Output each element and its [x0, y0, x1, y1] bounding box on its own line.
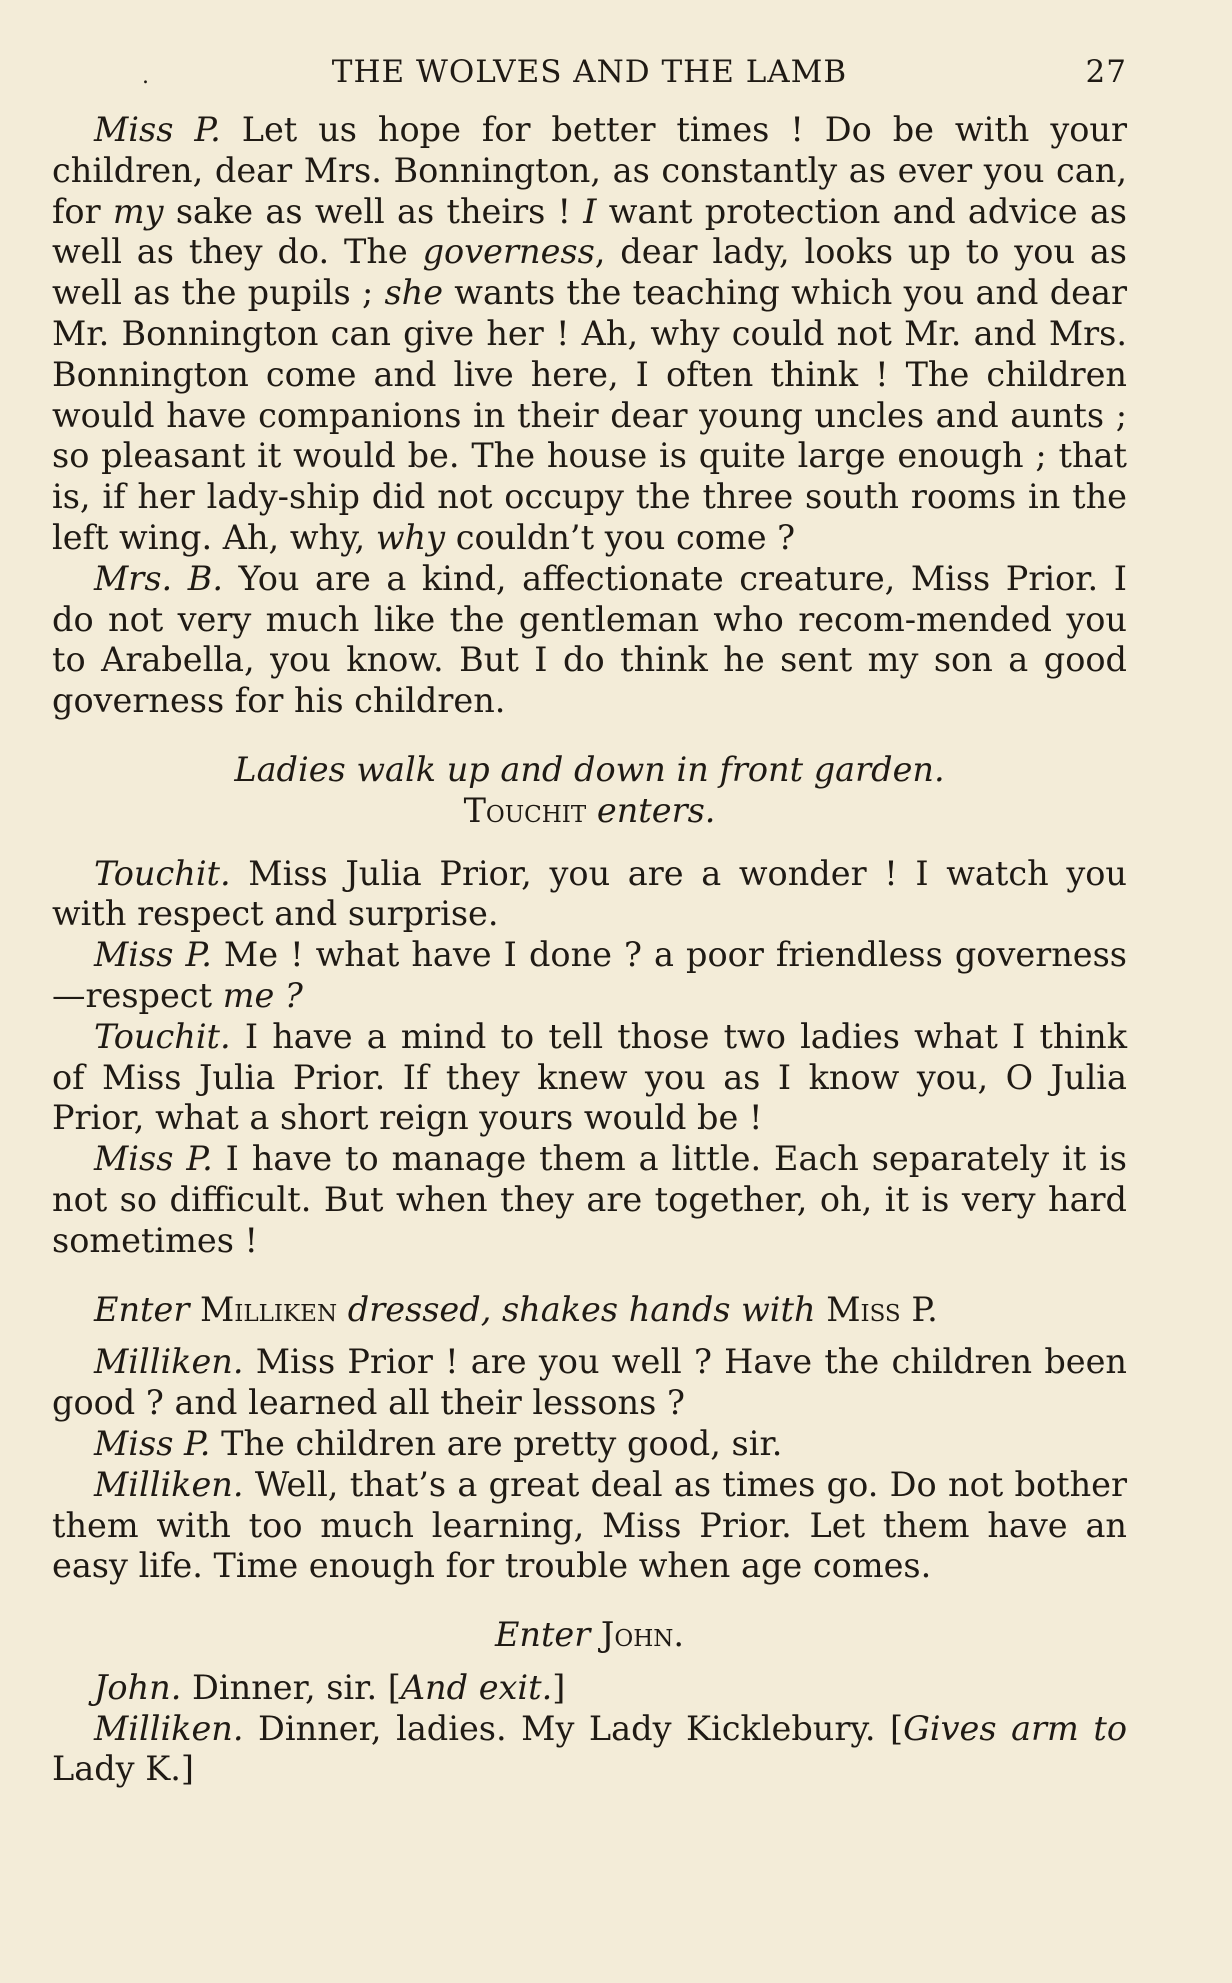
dialogue-paragraph: Milliken. Dinner, ladies. My Lady Kicklebury. [Gives arm to Lady K.] [52, 1708, 1127, 1789]
speaker-name: Mrs. B. [94, 558, 223, 598]
page-body [52, 110, 1127, 1790]
speaker-name: Milliken. [94, 1708, 244, 1748]
dialogue-paragraph: Milliken. Well, that’s a great deal as times go. Do not bother them with too much learning, Miss Prior. Let them have an easy life. Time enough for trouble when age comes. [52, 1464, 1127, 1586]
character-name: Milliken [199, 1289, 338, 1329]
dialogue-paragraph: Miss P. The children are pretty good, sir. [94, 1423, 783, 1463]
stage-direction: Ladies walk up and down in front garden. [234, 749, 945, 789]
dialogue-paragraph: Miss P. I have to manage them a little. Each separately it is not so difficult. But when they are together, oh, it is very hard sometimes ! [52, 1139, 1127, 1260]
header-mark: . [142, 64, 150, 89]
speaker-name: Miss P. [94, 935, 212, 975]
speaker-name: Miss P. [94, 1139, 213, 1179]
running-title: THE WOLVES AND THE LAMB [331, 54, 848, 90]
book-page [52, 40, 1127, 1790]
dialogue-paragraph: Miss P. Let us hope for better times ! Do be with your children, dear Mrs. Bonnington, as constantly as ever you can, for my sake as well as theirs ! I want protection and advice as well as they do. The governess, dear lady, looks up to you as well as the pupils ; she wants the teaching which you and dear Mr. Bonnington can give her ! Ah, why could not Mr. and Mrs. Bonnington come and live here, I often think ! The children would have companions in their dear young uncles and aunts ; so pleasant it would be. The house is quite large enough ; that is, if her lady-ship did not occupy the three south rooms in the left wing. Ah, why, why couldn’t you come ? [52, 110, 1127, 557]
dialogue-paragraph: John. Dinner, sir. [And exit.] [94, 1667, 566, 1707]
speaker-name: Miss P. [94, 110, 221, 149]
dialogue-paragraph: Touchit. Miss Julia Prior, you are a wonder ! I watch you with respect and surprise. [52, 853, 1127, 934]
page-number: 27 [1085, 54, 1127, 90]
character-name: John. [600, 1615, 685, 1655]
speaker-name: Milliken. [94, 1342, 244, 1382]
dialogue-paragraph: Mrs. B. You are a kind, affectionate creature, Miss Prior. I do not very much like the gentleman who recom-mended you to Arabella, you know. But I do think he sent my son a good governess for his children. [52, 558, 1127, 721]
running-header [52, 40, 1127, 110]
character-name: Touchit [463, 790, 587, 830]
stage-direction: Enter Milliken dressed, shakes hands with Miss P. [94, 1289, 938, 1329]
speaker-name: Touchit. [94, 1016, 231, 1056]
speaker-name: Touchit. [94, 853, 231, 893]
stage-direction: Enter John. [494, 1615, 685, 1655]
speaker-name: Miss P. [94, 1423, 211, 1463]
speaker-name: Milliken. [94, 1464, 244, 1504]
stage-direction: Touchit enters. [463, 790, 716, 830]
dialogue-paragraph: Miss P. Me ! what have I done ? a poor friendless governess—respect me ? [52, 935, 1127, 1015]
dialogue-paragraph: Milliken. Miss Prior ! are you well ? Have the children been good ? and learned all their lessons ? [52, 1342, 1127, 1423]
speaker-name: John. [94, 1667, 182, 1707]
character-name: Miss P. [826, 1289, 938, 1329]
dialogue-paragraph: Touchit. I have a mind to tell those two ladies what I think of Miss Julia Prior. If they knew you as I know you, O Julia Prior, what a short reign yours would be ! [52, 1016, 1127, 1138]
